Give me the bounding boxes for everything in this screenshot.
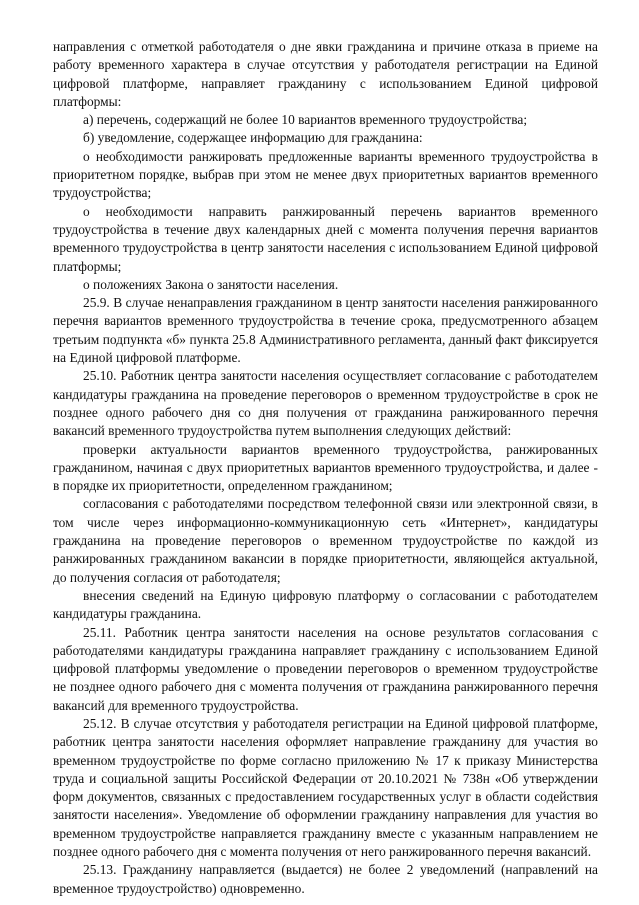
list-item-b-ranking: о необходимости ранжировать предложенные варианты временного трудоустройства в приоритетном порядке, выбрав при этом не менее двух приоритетных вариантов временного трудоустройства; — [53, 148, 598, 201]
clause-25-12: 25.12. В случае отсутствия у работодателя регистрации на Единой цифровой платформе, работник центра занятости населения оформляет направление гражданину для участия во временном трудоустройстве по форме согласно приложению № 17 к приказу Министерства труда и социальной защиты Российской Федерации от 20.10.2021 № 738н «Об утверждении форм документов, связанных с предоставлением государственных услуг в области содействия занятости населения». Уведомление об оформлении гражданину направления для участия во временном трудоустройстве направляется гражданину вместе с указанным направлением не позднее одного рабочего дня с момента получения от него ранжированного перечня вакансий. — [53, 715, 598, 860]
continued-paragraph: направления с отметкой работодателя о дне явки гражданина и причине отказа в приеме на работу временного характера в случае отсутствия у работодателя регистрации на Единой цифровой платформе, направляет гражданину с использованием Единой цифровой платформы: — [53, 39, 598, 109]
list-item-b: б) уведомление, содержащее информацию для гражданина: — [83, 130, 423, 146]
clause-25-10-agree: согласования с работодателями посредством телефонной связи или электронной связи, в том числе через информационно-коммуникационную сеть «Интернет», кандидатуры гражданина на проведение переговоров о временном трудоустройстве по каждой из ранжированных гражданином вакансии в порядке приоритетности, являющейся актуальной, до получения согласия от работодателя; — [53, 496, 598, 585]
clause-25-10-record: внесения сведений на Единую цифровую платформу о согласовании с работодателем кандидатуры гражданина. — [53, 587, 598, 622]
clause-25-13: 25.13. Гражданину направляется (выдается) не более 2 уведомлений (направлений на временное трудоустройство) одновременно. — [53, 862, 598, 896]
clause-25-10-check: проверки актуальности вариантов временного трудоустройства, ранжированных гражданином, начиная с двух приоритетных вариантов временного трудоустройства, и далее - в порядке их приоритетности, определенном гражданином; — [53, 441, 598, 494]
list-item-b-deadline: о необходимости направить ранжированный перечень вариантов временного трудоустройства в течение двух календарных дней с момента получения перечня вариантов временного трудоустройства в центр занятости населения с использованием Единой цифровой платформы; — [53, 203, 598, 274]
document-page — [53, 38, 598, 898]
list-item-b-law: о положениях Закона о занятости населения. — [83, 276, 339, 292]
clause-25-10: 25.10. Работник центра занятости населения осуществляет согласование с работодателем кандидатуры гражданина на проведение переговоров о временном трудоустройстве в срок не позднее одного рабочего дня со дня получения от гражданина ранжированного перечня вакансий временного трудоустройства путем выполнения следующих действий: — [53, 368, 598, 439]
list-item-a: а) перечень, содержащий не более 10 вариантов временного трудоустройства; — [83, 112, 528, 128]
clause-25-9: 25.9. В случае ненаправления гражданином в центр занятости населения ранжированного перечня вариантов временного трудоустройства в течение срока, предусмотренного абзацем третьим подпункта «б» пункта 25.8 Административного регламента, данный факт фиксируется на Единой цифровой платформе. — [53, 295, 598, 366]
clause-25-11: 25.11. Работник центра занятости населения на основе результатов согласования с работодателями кандидатуры гражданина направляет гражданину с использованием Единой цифровой платформы уведомление о проведении переговоров о временном трудоустройстве не позднее одного рабочего дня с момента получения от гражданина ранжированного перечня вакансий для временного трудоустройства. — [53, 624, 598, 713]
